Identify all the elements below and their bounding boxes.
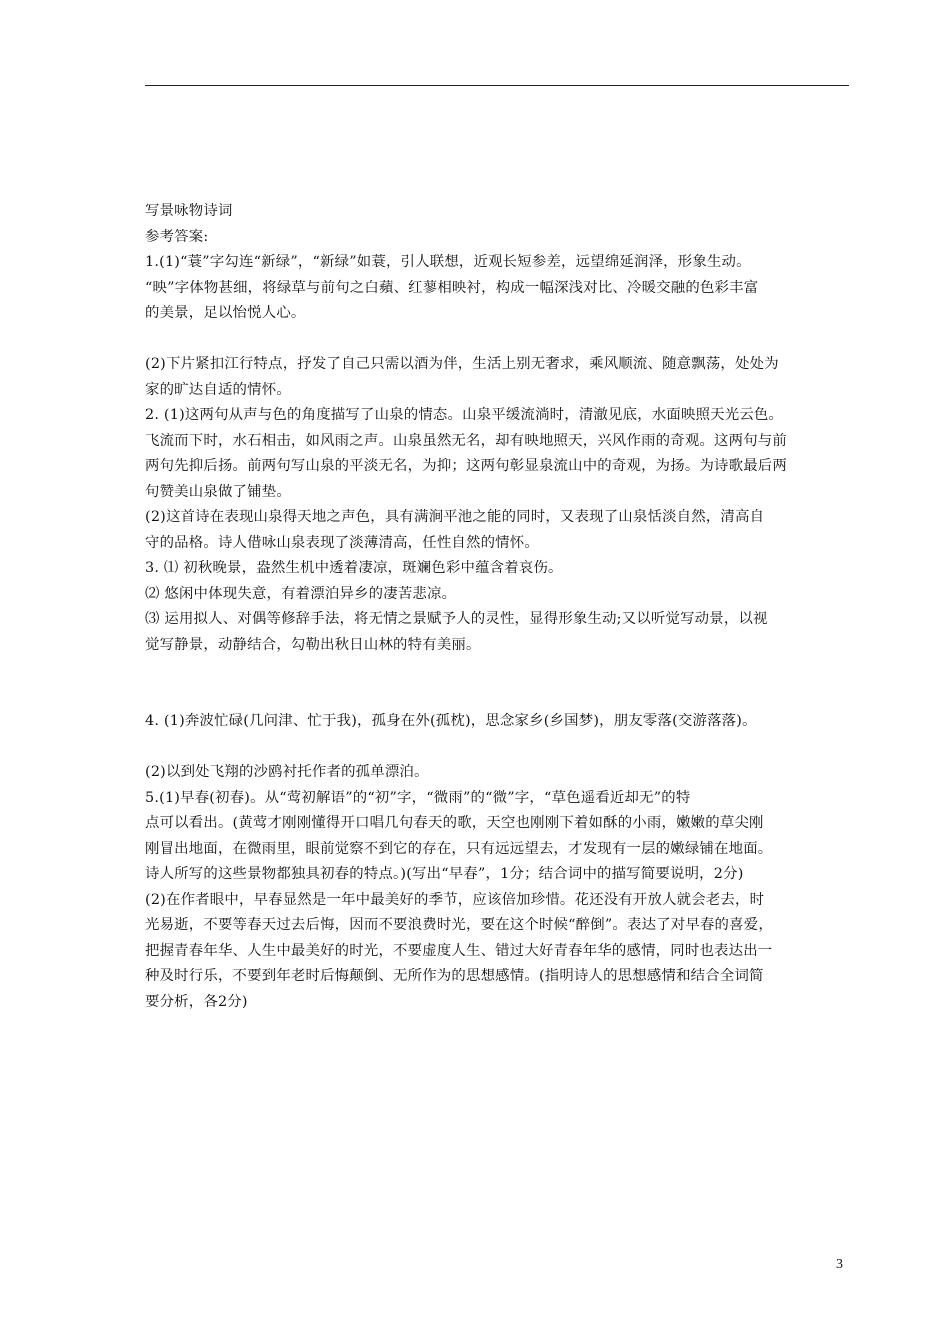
answers-label: 参考答案: <box>145 228 209 245</box>
blank-line <box>145 327 851 353</box>
answer-text-body <box>145 199 851 1015</box>
answer-2-line: 两句先抑后扬。前两句写山泉的平淡无名，为抑；这两句彰显泉流山中的奇观，为扬。为诗歌最后两 <box>145 458 787 474</box>
answer-5-line: 点可以看出。(黄莺才刚刚懂得开口唱几句春天的歌，天空也刚刚下着如酥的小雨，嫩嫩的草尖刚 <box>145 815 764 831</box>
blank-line <box>145 658 851 709</box>
answer-1-line: “映”字体物甚细，将绿草与前句之白蘋、红蓼相映衬，构成一幅深浅对比、冷暖交融的色彩丰富 <box>145 279 759 296</box>
answer-2-line: 2. (1)这两句从声与色的角度描写了山泉的情态。山泉平缓流淌时，清澈见底，水面映照天光云色。 <box>145 407 784 423</box>
answer-5-line: (2)在作者眼中，早春显然是一年中最美好的季节，应该倍加珍惜。花还没有开放人就会老去，时 <box>145 891 765 908</box>
answer-5-line: 刚冒出地面，在微雨里，眼前觉察不到它的存在，只有远远望去，才发现有一层的嫩绿铺在地面。 <box>145 840 773 857</box>
answer-5-line: 光易逝，不要等春天过去后悔，因而不要浪费时光，要在这个时候“醉倒”。表达了对早春的喜爱， <box>145 917 773 933</box>
answer-1-line: 家的旷达自适的情怀。 <box>145 381 291 398</box>
blank-line <box>145 735 851 761</box>
answer-4-line: (2)以到处飞翔的沙鸥衬托作者的孤单漂泊。 <box>145 764 429 780</box>
answer-5-line: 把握青春年华、人生中最美好的时光，不要虚度人生、错过大好青春年华的感情，同时也表达出一 <box>145 942 773 959</box>
answer-1-line: (2)下片紧扣江行特点，抒发了自己只需以酒为伴，生活上别无奢求，乘风顺流、随意飘荡，处处为 <box>145 356 779 372</box>
answer-4-line: 4. (1)奔波忙碌(几问津、忙于我)，孤身在外(孤枕)，思念家乡(乡国梦)，朋友零落(交游落落)。 <box>145 713 757 729</box>
answer-5-line: 诗人所写的这些景物都独具初春的特点。)(写出“早春”，1分；结合词中的描写简要说明，2分) <box>145 866 744 882</box>
answer-2-line: 守的品格。诗人借咏山泉表现了淡薄清高，任性自然的情怀。 <box>145 534 539 551</box>
answer-1-line: 的美景，足以怡悦人心。 <box>145 305 306 321</box>
answer-2-line: 句赞美山泉做了铺垫。 <box>145 483 291 500</box>
page-number: 3 <box>836 1257 843 1272</box>
section-title: 写景咏物诗词 <box>145 203 233 219</box>
answer-3-line: ⑵ 悠闲中体现失意，有着漂泊异乡的凄苦悲凉。 <box>145 585 457 602</box>
answer-3-line: 3. ⑴ 初秋晚景，盎然生机中透着凄凉，斑斓色彩中蕴含着哀伤。 <box>145 560 563 576</box>
answer-3-line: ⑶ 运用拟人、对偶等修辞手法，将无情之景赋予人的灵性，显得形象生动;又以听觉写动景，以视 <box>145 611 768 627</box>
answer-5-line: 要分析，各2分) <box>145 993 248 1010</box>
header-rule <box>145 85 849 86</box>
answer-1-line: 1.(1)“蓑”字勾连“新绿”，“新绿”如蓑，引人联想，近观长短参差，远望绵延润泽，形象生动。 <box>145 254 751 270</box>
answer-2-line: 飞流而下时，水石相击，如风雨之声。山泉虽然无名，却有映地照天，兴风作雨的奇观。这两句与前 <box>145 432 787 449</box>
answer-3-line: 觉写静景，动静结合，勾勒出秋日山林的特有美丽。 <box>145 636 481 653</box>
answer-5-line: 5.(1)早春(初春)。从“莺初解语”的“初”字，“微雨”的“微”字，“草色遥看近却无”的特 <box>145 789 691 806</box>
answer-2-line: (2)这首诗在表现山泉得天地之声色，具有满涧平池之能的同时，又表现了山泉恬淡自然，清高自 <box>145 509 765 525</box>
answer-5-line: 种及时行乐，不要到年老时后悔颠倒、无所作为的思想感情。(指明诗人的思想感情和结合全词简 <box>145 968 764 984</box>
